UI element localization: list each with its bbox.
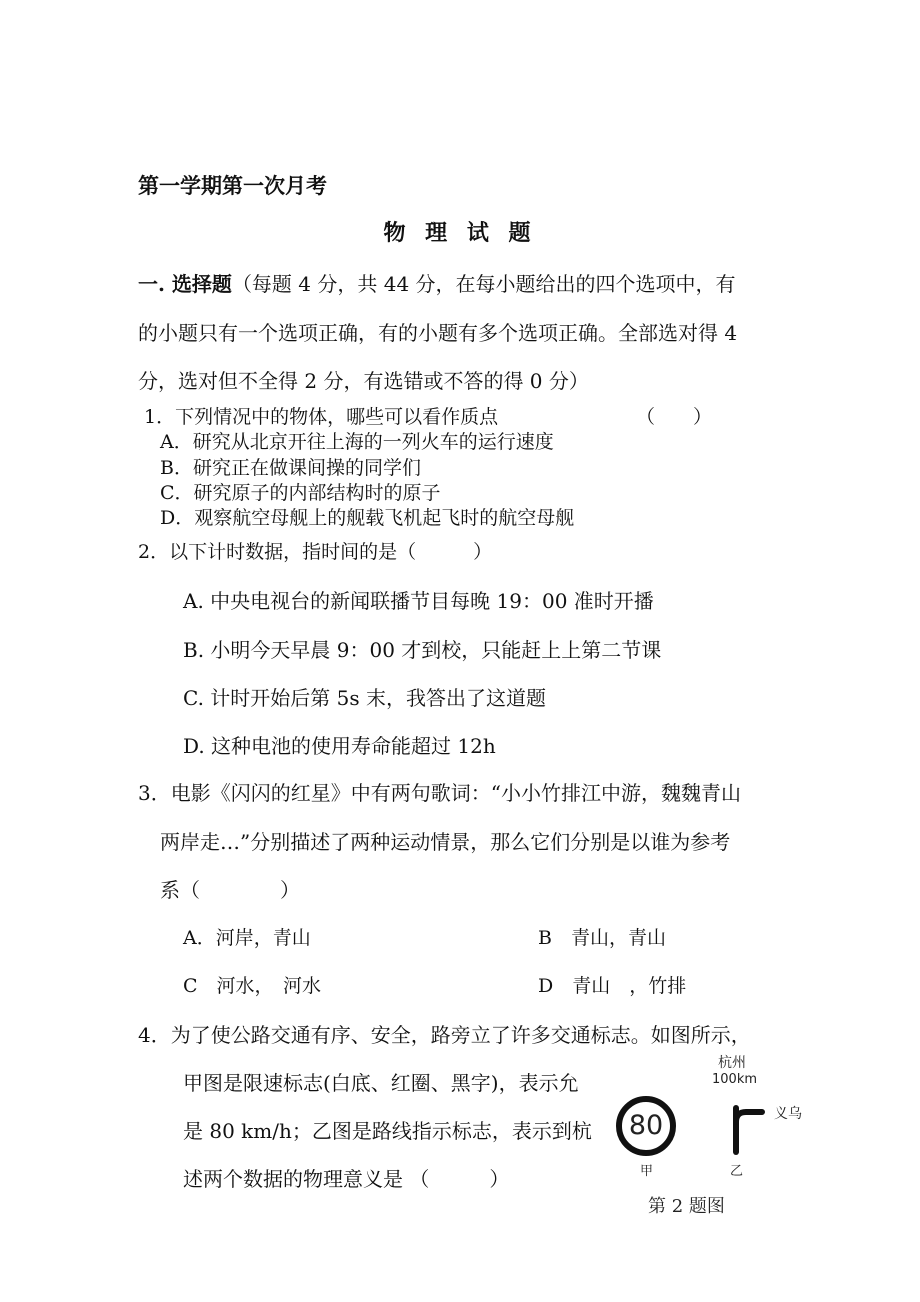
question-2-option-a: A. 中央电视台的新闻联播节目每晚 19：00 准时开播 (183, 589, 654, 613)
question-1-option-d: D．观察航空母舰上的舰载飞机起飞时的航空母舰 (160, 507, 575, 529)
section-heading: 一. 选择题 (138, 272, 232, 296)
question-4-stem-line-2: 甲图是限速标志(白底、红圈、黑字)，表示允 (183, 1071, 579, 1095)
question-4-stem-line-1: 4．为了使公路交通有序、安全，路旁立了许多交通标志。如图所示， (138, 1023, 751, 1047)
section-instructions-2: 的小题只有一个选项正确，有的小题有多个选项正确。全部选对得 4 (138, 321, 738, 345)
question-1-option-c: C．研究原子的内部结构时的原子 (160, 482, 441, 504)
question-4-stem-line-4: 述两个数据的物理意义是 （ ） (183, 1167, 510, 1191)
question-1-bracket: （ ） (636, 406, 713, 428)
traffic-sign-drawing (596, 1050, 826, 1302)
question-1-stem: 1．下列情况中的物体，哪些可以看作质点 (144, 406, 499, 428)
route-distance: 100km (712, 1072, 758, 1087)
question-2-option-d: D. 这种电池的使用寿命能超过 12h (183, 734, 496, 758)
question-3-option-a: A．河岸，青山 (183, 927, 311, 949)
route-destination-right: 义乌 (774, 1106, 802, 1122)
figure-caption: 第 2 题图 (648, 1196, 725, 1217)
question-3-option-b: B 青山，青山 (538, 927, 666, 949)
traffic-sign-figure (596, 1050, 826, 1302)
speed-sign-label: 甲 (640, 1164, 654, 1179)
question-4-stem-line-3: 是 80 km/h；乙图是路线指示标志，表示到杭 (183, 1119, 592, 1143)
speed-limit-value: 80 (628, 1110, 664, 1141)
question-3-option-d: D 青山 ，竹排 (538, 975, 687, 997)
route-destination-top: 杭州 (718, 1055, 746, 1071)
question-3-stem-line-2: 两岸走…”分别描述了两种运动情景，那么它们分别是以谁为参考 (160, 830, 731, 854)
question-1-option-a: A．研究从北京开往上海的一列火车的运行速度 (160, 431, 554, 453)
section-heading-line (138, 268, 736, 297)
exam-header: 第一学期第一次月考 (138, 173, 327, 198)
question-2-option-b: B. 小明今天早晨 9：00 才到校，只能赶上上第二节课 (183, 638, 662, 662)
section-instructions-1: （每题 4 分，共 44 分，在每小题给出的四个选项中，有 (231, 272, 736, 296)
question-3-stem-line-1: 3．电影《闪闪的红星》中有两句歌词：“小小竹排江中游，魏魏青山 (138, 781, 741, 805)
question-2-option-c: C. 计时开始后第 5s 末，我答出了这道题 (183, 686, 547, 710)
section-instructions-3: 分，选对但不全得 2 分，有选错或不答的得 0 分） (138, 369, 589, 393)
question-2-stem: 2．以下计时数据，指时间的是（ ） (138, 541, 493, 563)
question-3-stem-line-3: 系（ ） (160, 878, 300, 902)
route-sign-label: 乙 (730, 1164, 744, 1179)
question-3-option-c: C 河水， 河水 (183, 975, 322, 997)
subject-title: 物 理 试 题 (383, 220, 537, 246)
question-1-option-b: B．研究正在做课间操的同学们 (160, 457, 421, 479)
